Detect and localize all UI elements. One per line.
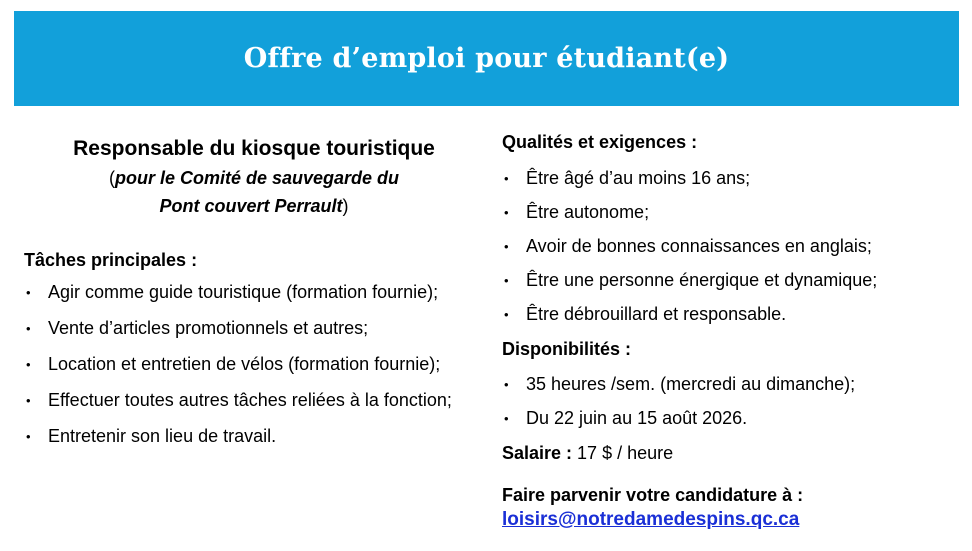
list-item [502,201,962,224]
job-subtitle-2 [24,192,484,220]
tasks-list [24,281,484,448]
list-item [502,407,962,430]
tasks-heading: Tâches principales : [24,250,198,270]
salary-label: Salaire : [502,443,573,463]
quality-text: Être autonome; [526,202,650,222]
bullet-icon: • [504,205,509,220]
right-column [502,130,962,533]
qualities-list [502,167,962,326]
bullet-icon: • [504,411,509,426]
apply-heading: Faire parvenir votre candidature à : [502,485,804,505]
quality-text: Être âgé d’au moins 16 ans; [526,168,751,188]
list-item [502,303,962,326]
availability-list [502,373,962,430]
bullet-icon: • [26,357,31,372]
quality-text: Avoir de bonnes connaissances en anglais; [526,236,872,256]
bullet-icon: • [504,171,509,186]
subtitle-line-1: pour le Comité de sauvegarde du [114,168,400,188]
list-item [502,235,962,258]
salary-line [502,441,962,465]
list-item [24,317,484,340]
list-item [24,389,484,412]
task-text: Agir comme guide touristique (formation fournie); [48,282,439,302]
subtitle-open-paren: ( [108,168,115,188]
salary-value: 17 $ / heure [572,443,674,463]
task-text: Effectuer toutes autres tâches reliées à la fonction; [48,390,452,410]
subtitle-close-paren: ) [342,196,349,216]
bullet-icon: • [26,285,31,300]
list-item [24,353,484,376]
email-link[interactable]: loisirs@notredamedespins.qc.ca [502,509,800,530]
bullet-icon: • [26,321,31,336]
quality-text: Être débrouillard et responsable. [526,304,787,324]
availability-text: 35 heures /sem. (mercredi au dimanche); [526,374,856,394]
availability-heading: Disponibilités : [502,339,632,359]
subtitle-line-2: Pont couvert Perrault [159,196,343,216]
task-text: Location et entretien de vélos (formation fournie); [48,354,441,374]
bullet-icon: • [504,307,509,322]
job-subtitle [24,164,484,192]
bullet-icon: • [26,429,31,444]
list-item [502,269,962,292]
header-banner [14,11,959,106]
list-item [24,425,484,448]
task-text: Vente d’articles promotionnels et autres; [48,318,369,338]
bullet-icon: • [504,239,509,254]
bullet-icon: • [504,273,509,288]
page-title: Offre d’emploi pour étudiant(e) [243,43,730,74]
list-item [24,281,484,304]
task-text: Entretenir son lieu de travail. [48,426,277,446]
job-title: Responsable du kiosque touristique [73,137,435,160]
availability-text: Du 22 juin au 15 août 2026. [526,408,748,428]
left-column [24,130,484,461]
qualities-heading: Qualités et exigences : [502,132,698,152]
bullet-icon: • [26,393,31,408]
list-item [502,373,962,396]
quality-text: Être une personne énergique et dynamique; [526,270,878,290]
list-item [502,167,962,190]
bullet-icon: • [504,377,509,392]
